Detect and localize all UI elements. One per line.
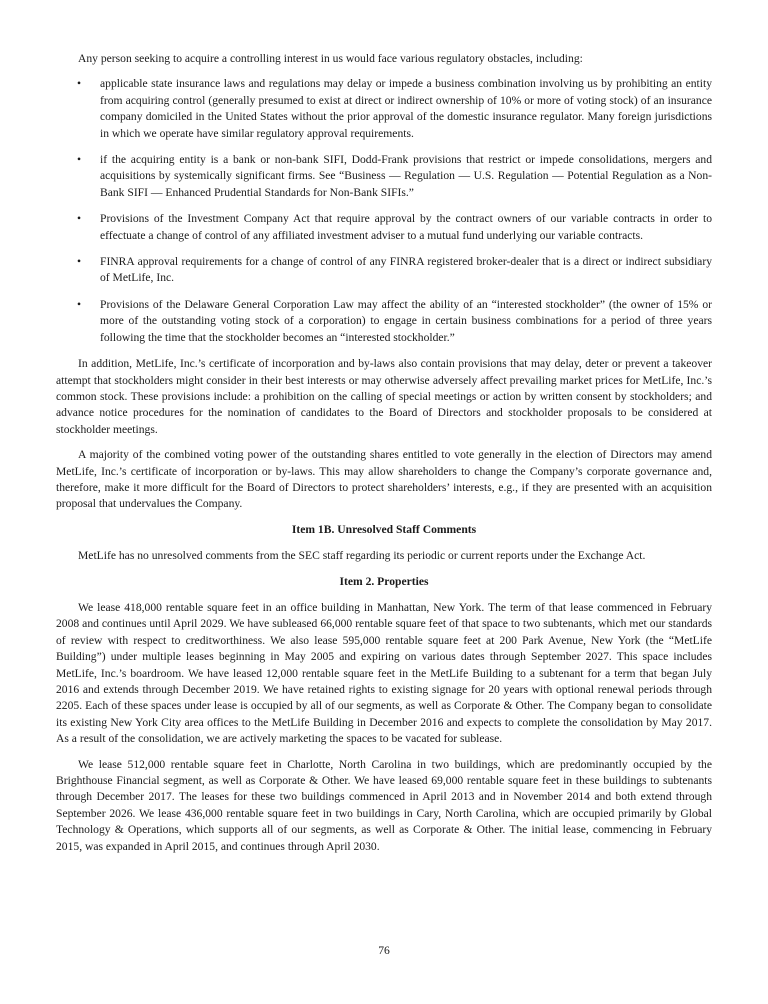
bullet-text: Provisions of the Investment Company Act that require approval by the contract owners of our variable contracts in order to effectuate a change of control of any affiliated investment adviser to a mutual fund underlying our variable contracts. xyxy=(100,212,712,242)
bullet-text: FINRA approval requirements for a change of control of any FINRA registered broker-dealer that is a direct or indirect subsidiary of MetLife, Inc. xyxy=(100,255,712,285)
page-number: 76 xyxy=(378,944,390,957)
bullet-text: Provisions of the Delaware General Corporation Law may affect the ability of an “interested stockholder” (the owner of 15% or more of the outstanding voting stock of a corporation) to engage in certain business combinations for a period of three years following the time that the stockholder becomes an “interested stockholder.” xyxy=(100,297,712,344)
heading-item-2: Item 2. Properties xyxy=(339,574,429,588)
list-item xyxy=(56,76,712,142)
list-item xyxy=(56,254,712,287)
paragraph-intro: Any person seeking to acquire a controlling interest in us would face various regulatory obstacles, including: xyxy=(78,52,583,65)
heading-item-1b: Item 1B. Unresolved Staff Comments xyxy=(291,522,477,536)
paragraph-properties-new-york: We lease 418,000 rentable square feet in an office building in Manhattan, New York. The term of that lease commenced in February 2008 and continues until April 2029. We have subleased 66,000 rentable square feet of that space to two subtenants, which met our standards of review with respect to creditworthiness. We also lease 595,000 rentable square feet at 200 Park Avenue, New York (the “MetLife Building”) under multiple leases beginning in May 2005 and expiring on various dates through September 2027. This space includes MetLife, Inc.’s boardroom. We have leased 12,000 rentable square feet in the MetLife Building to a subtenant for a term that began July 2016 and extends through December 2019. We have retained rights to existing signage for 20 years with optional renewal periods through 2205. Each of these spaces under lease is occupied by all of our segments, as well as Corporate & Other. The Company began to consolidate its existing New York City area offices to the MetLife Building in December 2016 and expects to complete the consolidation by May 2017. As a result of the consolidation, we are actively marketing the spaces to be vacated for sublease. xyxy=(56,600,712,746)
list-item xyxy=(56,211,712,244)
page-footer xyxy=(0,943,768,959)
list-item xyxy=(56,152,712,201)
bullet-icon: • xyxy=(77,297,82,311)
bullet-icon: • xyxy=(77,255,82,269)
bullet-list xyxy=(56,76,712,346)
document-body xyxy=(56,51,712,864)
bullet-icon: • xyxy=(77,77,82,91)
bullet-text: if the acquiring entity is a bank or non-bank SIFI, Dodd-Frank provisions that restrict or impede consolidations, mergers and acquisitions by systemically significant firms. See “Business — Regulation — U.S. Regulation — Potential Regulation as a Non-Bank SIFI — Enhanced Prudential Standards for Non-Bank SIFIs.” xyxy=(100,153,712,199)
bullet-icon: • xyxy=(77,153,82,167)
list-item xyxy=(56,297,712,346)
bullet-text: applicable state insurance laws and regulations may delay or impede a business combination involving us by prohibiting an entity from acquiring control (generally presumed to exist at direct or indirect ownership of 10% or more of voting stock) of an insurance company domiciled in the United States without the prior approval of the domestic insurance regulator. Many foreign jurisdictions in which we operate have similar regulatory approval requirements. xyxy=(100,77,712,140)
paragraph-takeover-provisions: In addition, MetLife, Inc.’s certificate of incorporation and by-laws also contain provisions that may delay, deter or prevent a takeover attempt that stockholders might consider in their best interests or may otherwise adversely affect prevailing market prices for MetLife, Inc.’s common stock. These provisions include: a prohibition on the calling of special meetings or action by written consent by stockholders; and advance notice procedures for the nomination of candidates to the Board of Directors and stockholder proposals to be considered at stockholder meetings. xyxy=(56,357,712,436)
paragraph-unresolved-comments: MetLife has no unresolved comments from the SEC staff regarding its periodic or current reports under the Exchange Act. xyxy=(78,549,646,563)
bullet-icon: • xyxy=(77,212,82,226)
paragraph-properties-north-carolina: We lease 512,000 rentable square feet in Charlotte, North Carolina in two buildings, which are predominantly occupied by the Brighthouse Financial segment, as well as Corporate & Other. We have leased 69,000 rentable square feet in these buildings to subtenants through December 2017. The leases for these two buildings commenced in April 2013 and in November 2014 and both extend through September 2026. We lease 436,000 rentable square feet in two buildings in Cary, North Carolina, which are occupied primarily by Global Technology & Operations, which supports all of our segments, as well as Corporate & Other. The initial lease, commencing in February 2015, was expanded in April 2015, and continues through April 2030. xyxy=(56,757,712,853)
paragraph-voting-power: A majority of the combined voting power of the outstanding shares entitled to vote generally in the election of Directors may amend MetLife, Inc.’s certificate of incorporation or by-laws. This may allow shareholders to change the Company’s corporate governance and, therefore, make it more difficult for the Board of Directors to protect shareholders’ interests, e.g., if they are presented with an acquisition proposal that undervalues the Company. xyxy=(56,448,712,511)
